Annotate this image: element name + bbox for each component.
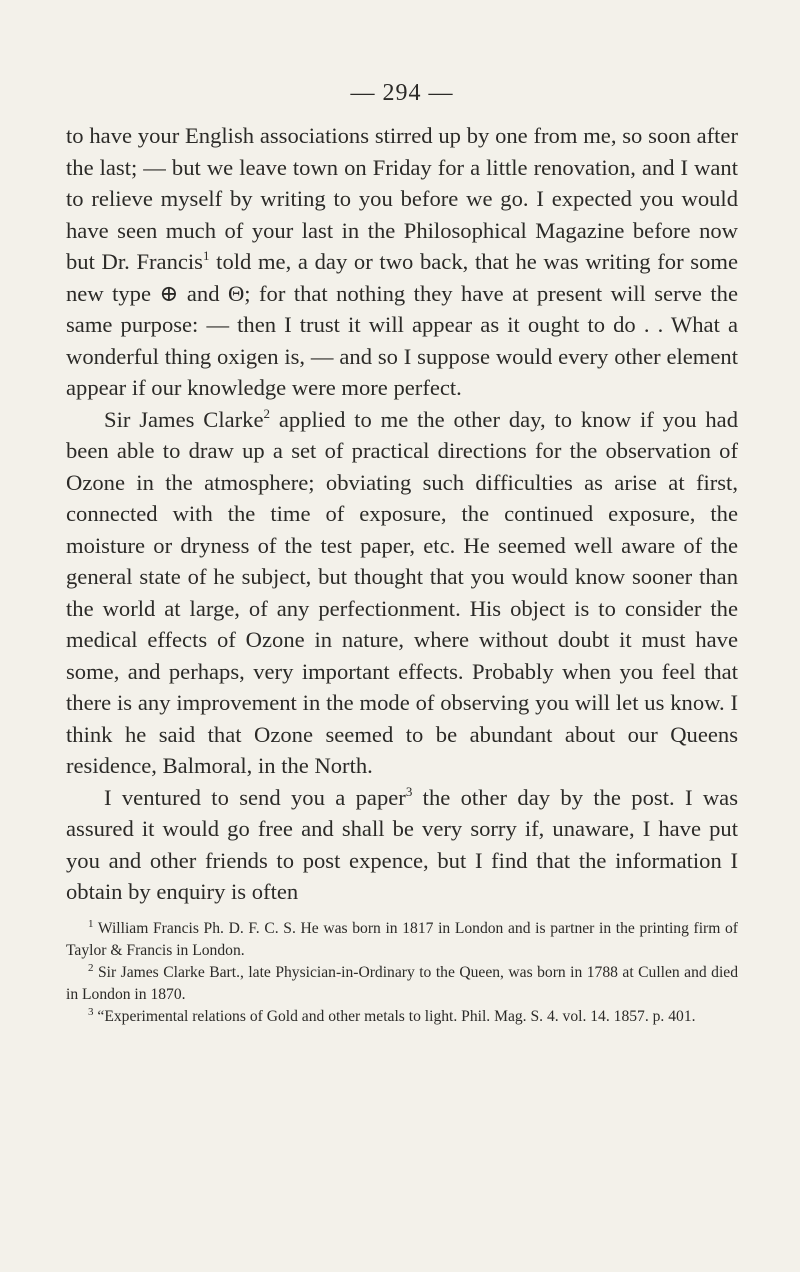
- page-number: — 294 —: [350, 80, 454, 106]
- footnote-ref-2: 2: [263, 405, 271, 421]
- footnote-2: [66, 962, 738, 1006]
- paragraph-text: the other day by the post. I was assured it would go free and shall be very sorry if, unaware, I have put you and other friends to post expence, but I find that the information I obtain by enquiry is often: [66, 784, 738, 904]
- paragraph-text: Sir James Clarke: [104, 406, 264, 432]
- footnote-marker: 3: [88, 1005, 94, 1018]
- paragraph-text: to have your English associations stirred up by one from me, so soon after the last; — but we leave town on Friday for a little renovation, and I want to relieve myself by writing to you before we go. I expected you would have seen much of your last in the Philosophical Magazine before now but Dr. Francis: [66, 123, 738, 274]
- paragraph-text: applied to me the other day, to know if you had been able to draw up a set of practical directions for the observation of Ozone in the atmosphere; obviating such difficulties as arise at first, connected with the time of exposure, the continued exposure, the moisture or dryness of the test paper, etc. He seemed well aware of the general state of he subject, but thought that you would know sooner than the world at large, of any perfectionment. His object is to consider the medical effects of Ozone in nature, where without doubt it must have some, and perhaps, very important effects. Probably when you feel that there is any improvement in the mode of observing you will let us know. I think he said that Ozone seemed to be abundant about our Queens residence, Balmoral, in the North.: [66, 406, 738, 778]
- paragraph-3: [66, 782, 738, 908]
- paragraph-1: [66, 120, 738, 404]
- footnote-text: Sir James Clarke Bart., late Physician-in-Ordinary to the Queen, was born in 1788 at Cullen and died in London in 1870.: [66, 963, 738, 1003]
- footnote-text: “Experimental relations of Gold and other metals to light. Phil. Mag. S. 4. vol. 14. 1857. p. 401.: [97, 1007, 696, 1025]
- footnote-marker: 2: [88, 961, 94, 974]
- paragraph-2: [66, 404, 738, 782]
- footnote-3: [66, 1006, 738, 1028]
- footnote-text: William Francis Ph. D. F. C. S. He was born in 1817 in London and is partner in the printing firm of Taylor & Francis in London.: [66, 919, 738, 959]
- footnotes: [66, 918, 738, 1028]
- footnote-ref-1: 1: [202, 248, 210, 263]
- letter-body: [66, 120, 738, 908]
- book-page: [66, 78, 738, 1028]
- paragraph-text: I ventured to send you a paper: [104, 784, 406, 810]
- footnote-marker: 1: [88, 917, 94, 930]
- footnote-1: [66, 918, 738, 962]
- paragraph-text: told me, a day or two back, that he was writing for some new type ⊕ and Θ; for that nothing they have at present will serve the same purpose: — then I trust it will appear as it ought to do . . What a wonderful thing oxigen is, — and so I suppose would every other element appear if our knowledge were more perfect.: [66, 249, 738, 400]
- footnote-ref-3: 3: [405, 783, 413, 799]
